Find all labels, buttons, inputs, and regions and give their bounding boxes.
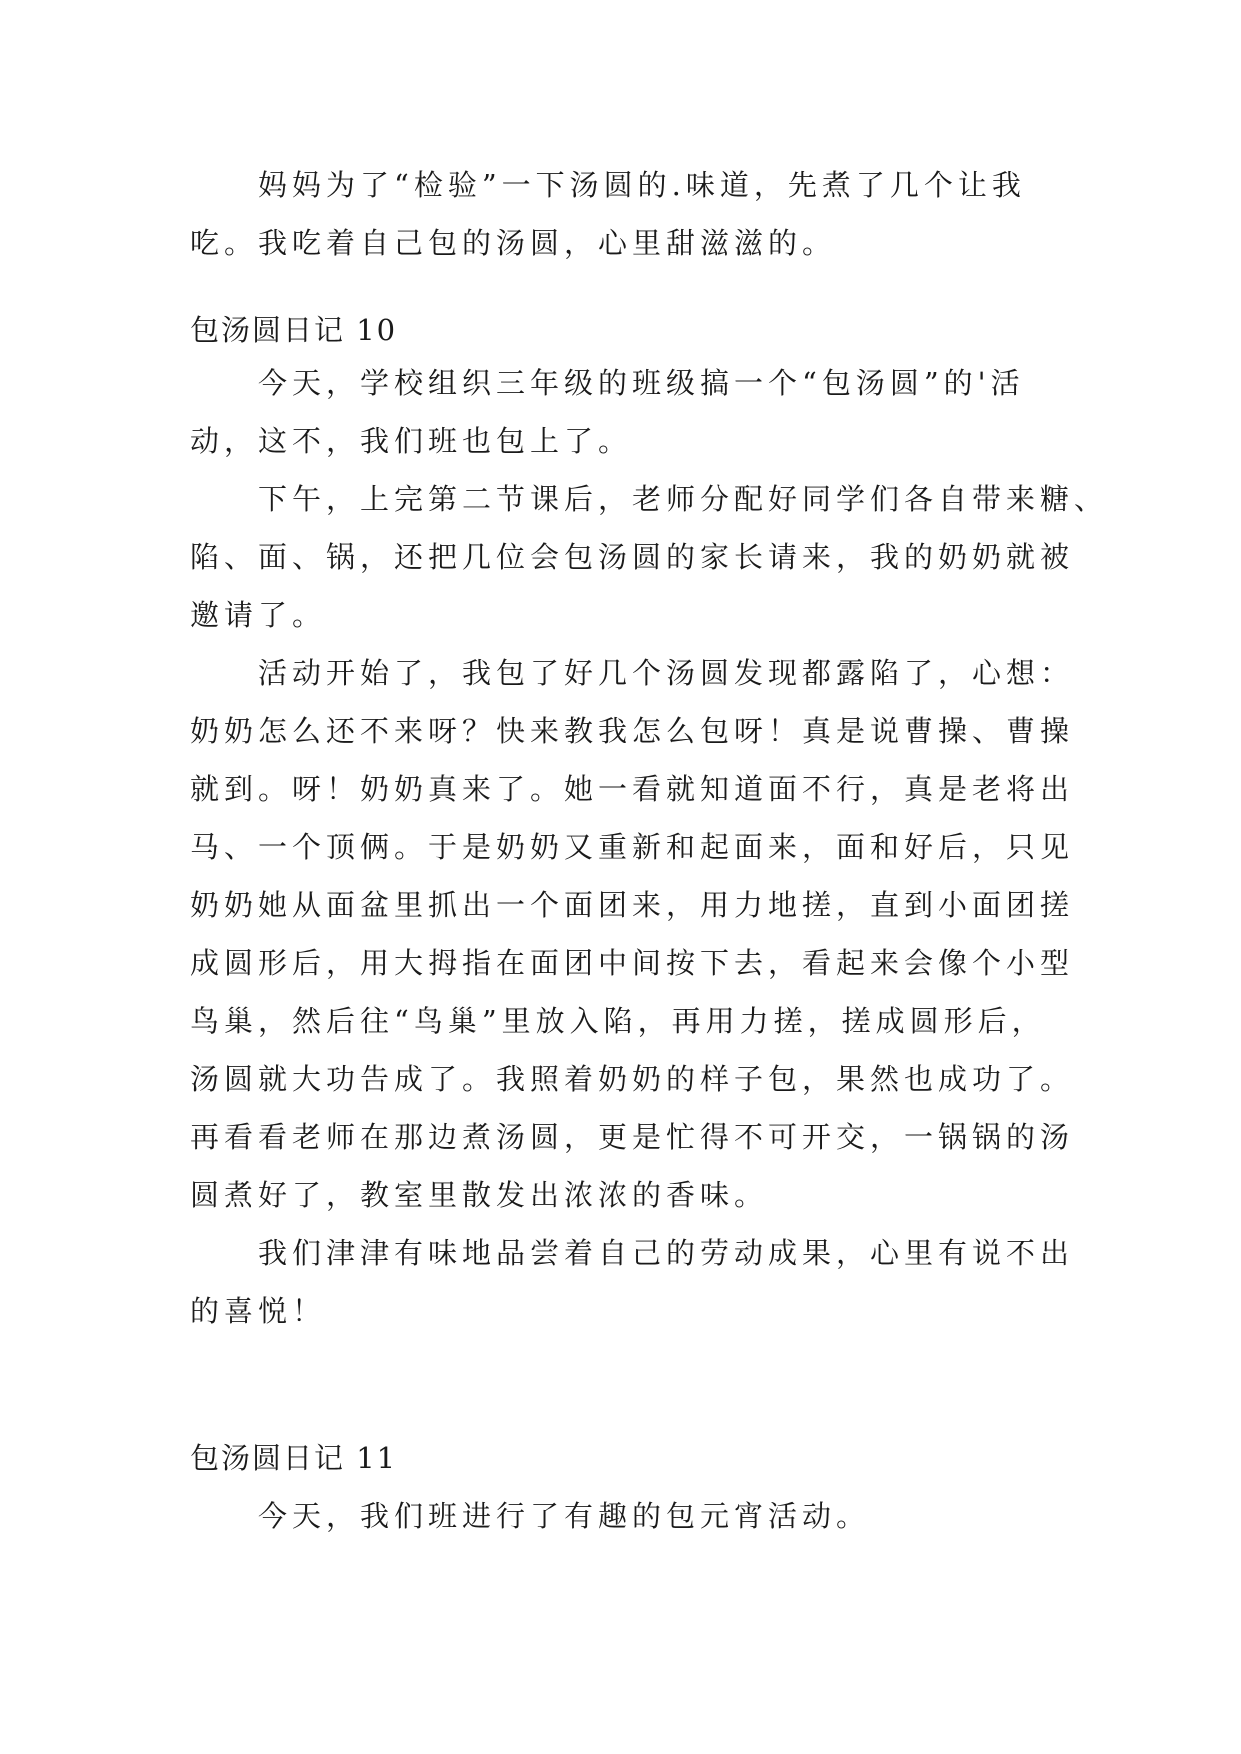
text-line: 奶奶她从面盆里抓出一个面团来，用力地搓，直到小面团搓	[190, 888, 1075, 922]
paragraph	[190, 1224, 1075, 1340]
paragraph	[190, 470, 1109, 644]
text-line: 奶奶怎么还不来呀？快来教我怎么包呀！真是说曹操、曹操	[190, 714, 1075, 748]
text-line: 邀请了。	[190, 598, 327, 632]
paragraph	[190, 644, 1075, 1224]
paragraph	[190, 156, 1070, 272]
text-line: 今天，我们班进行了有趣的包元宵活动。	[258, 1499, 871, 1533]
paragraph	[190, 1487, 1070, 1545]
text-line: 成圆形后，用大拇指在面团中间按下去，看起来会像个小型	[190, 946, 1075, 980]
text-line: 下午，上完第二节课后，老师分配好同学们各自带来糖、	[258, 482, 1109, 516]
text-line: 吃。我吃着自己包的汤圆，心里甜滋滋的。	[190, 226, 837, 260]
paragraph	[190, 354, 1070, 470]
text-line: 鸟巢，然后往“鸟巢”里放入陷，再用力搓，搓成圆形后，	[190, 1004, 1046, 1038]
text-line: 陷、面、锅，还把几位会包汤圆的家长请来，我的奶奶就被	[190, 540, 1075, 574]
text-line: 动，这不，我们班也包上了。	[190, 424, 633, 458]
text-line: 圆煮好了，教室里散发出浓浓的香味。	[190, 1178, 769, 1212]
text-line: 再看看老师在那边煮汤圆，更是忙得不可开交，一锅锅的汤	[190, 1120, 1075, 1154]
text-line: 汤圆就大功告成了。我照着奶奶的样子包，果然也成功了。	[190, 1062, 1075, 1096]
text-line: 我们津津有味地品尝着自己的劳动成果，心里有说不出	[258, 1236, 1075, 1270]
text-line: 活动开始了，我包了好几个汤圆发现都露陷了，心想：	[258, 656, 1075, 690]
diary-11-heading: 包汤圆日记 11	[190, 1441, 398, 1475]
diary-10-heading: 包汤圆日记 10	[190, 313, 398, 347]
text-line: 的喜悦！	[190, 1294, 327, 1328]
text-line: 马、一个顶俩。于是奶奶又重新和起面来，面和好后，只见	[190, 830, 1075, 864]
text-line: 今天，学校组织三年级的班级搞一个“包汤圆”的'活	[258, 366, 1025, 400]
text-line: 就到。呀！奶奶真来了。她一看就知道面不行，真是老将出	[190, 772, 1075, 806]
text-line: 妈妈为了“检验”一下汤圆的.味道，先煮了几个让我	[258, 168, 1026, 202]
